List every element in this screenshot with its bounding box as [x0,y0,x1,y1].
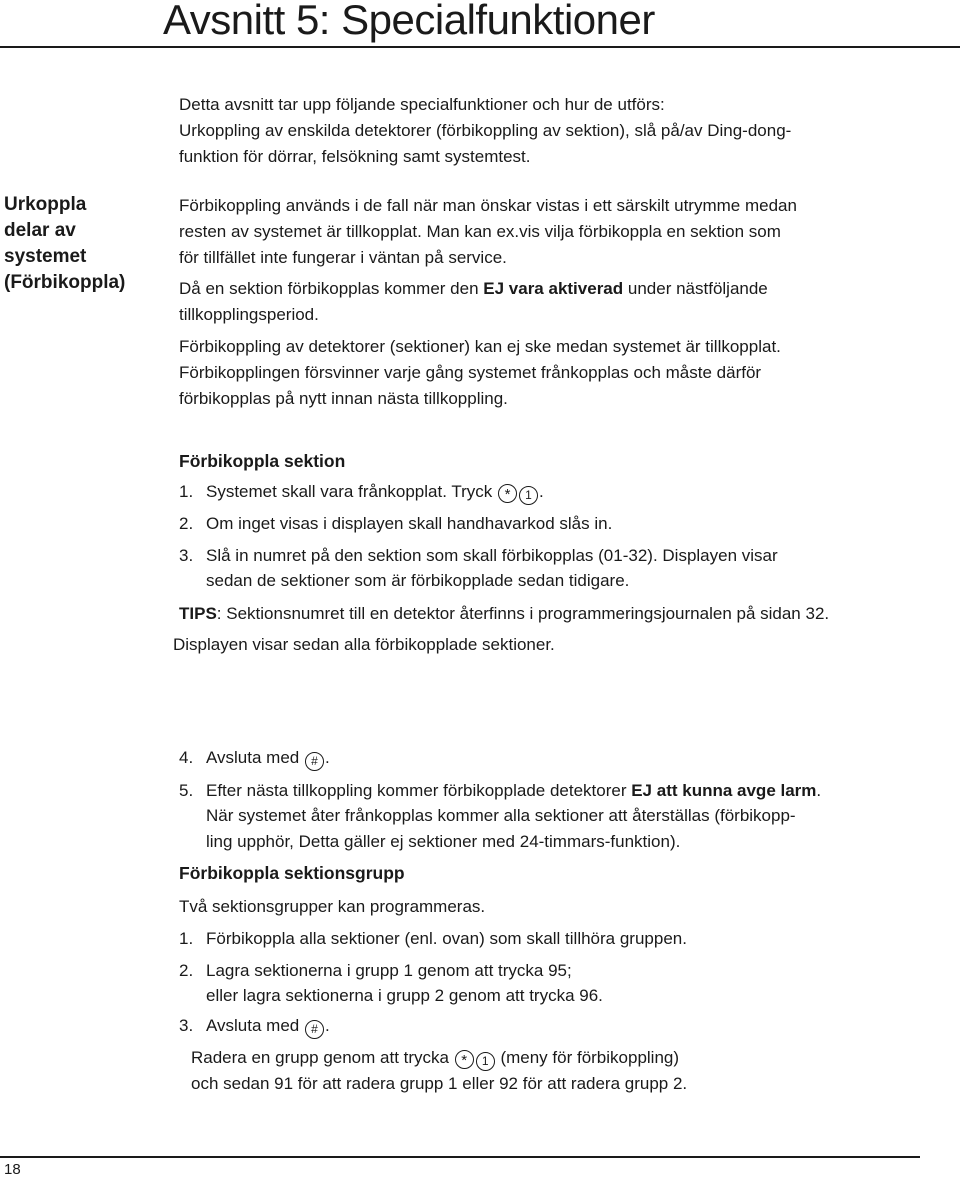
section1-p3-line-3: förbikopplas på nytt innan nästa tillkoppling. [179,389,508,408]
hash-key-icon: # [305,1020,324,1039]
bypass-step-5-line-3: ling upphör, Detta gäller ej sektioner med 24-timmars-funktion). [206,832,681,851]
sidebar-line: delar av [4,220,76,241]
step-number: 2. [179,514,194,533]
star-key-icon: * [455,1050,474,1069]
section1-p3-line-1: Förbikoppling av detektorer (sektioner) kan ej ske medan systemet är tillkopplat. [179,337,781,356]
bypass-step-4 [179,745,330,771]
display-note: Displayen visar sedan alla förbikopplade sektioner. [173,635,555,654]
section1-p1-line-1: Förbikoppling används i de fall när man önskar vistas i ett särskilt utrymme medan [179,196,797,215]
bypass-section-heading: Förbikoppla sektion [179,451,346,471]
step-end: . [816,781,822,800]
star-key-icon: * [498,484,517,503]
section1-p2-line-2: tillkopplingsperiod. [179,305,319,324]
step-end: . [539,482,544,501]
tips-line [179,601,829,627]
clear-group-line-1 [191,1045,679,1071]
step-text: Om inget visas i displayen skall handhavarkod slås in. [206,514,613,533]
page-number: 18 [4,1161,21,1178]
step-number: 5. [179,781,194,800]
one-key-icon: 1 [519,486,538,505]
bypass-group-heading: Förbikoppla sektionsgrupp [179,863,405,883]
step-end: . [324,748,330,767]
bypass-step-3-line-2: sedan de sektioner som är förbikopplade sedan tidigare. [206,571,630,590]
step-number: 3. [179,546,194,565]
p2-text: under nästföljande [623,279,768,298]
step-text: Förbikoppla alla sektioner (enl. ovan) som skall tillhöra gruppen. [206,929,687,948]
intro-line-3: funktion för dörrar, felsökning samt systemtest. [179,147,531,166]
step-number: 2. [179,961,194,980]
step-number: 1. [179,482,194,501]
bypass-group-intro: Två sektionsgrupper kan programmeras. [179,897,486,916]
step-text: Slå in numret på den sektion som skall förbikopplas (01-32). Displayen visar [206,546,778,565]
sidebar-line: Urkoppla [4,194,87,215]
step-number: 3. [179,1016,194,1035]
section1-p3-line-2: Förbikopplingen försvinner varje gång systemet frånkopplas och måste därför [179,363,762,382]
clear-text: (meny för förbikoppling) [500,1048,680,1067]
step-number: 1. [179,929,194,948]
p2-emphasis: EJ vara aktiverad [483,279,624,298]
p2-text: Då en sektion förbikopplas kommer den [179,279,484,298]
bypass-step-1 [179,479,544,505]
tips-label: TIPS [179,604,217,623]
footer-rule [0,1156,920,1158]
step-text: Avsluta med [206,1016,300,1035]
bypass-step-5-line-2: När systemet åter frånkopplas kommer alla sektioner att återställas (förbikopp- [206,806,796,825]
title-rule [0,46,960,48]
clear-group-line-2: och sedan 91 för att radera grupp 1 eller 92 för att radera grupp 2. [191,1074,688,1093]
bypass-step-3 [179,543,778,569]
group-step-3 [179,1013,330,1039]
sidebar-line: (Förbikoppla) [4,272,126,293]
step-text: Efter nästa tillkoppling kommer förbikopplade detektorer [206,781,632,800]
bypass-step-5 [179,778,821,804]
sidebar-heading [4,192,125,296]
step-text: Lagra sektionerna i grupp 1 genom att trycka 95; [206,961,572,980]
clear-text: Radera en grupp genom att trycka [191,1048,449,1067]
step-end: . [324,1016,330,1035]
page-title: Avsnitt 5: Specialfunktioner [163,0,655,43]
step-text: Systemet skall vara frånkopplat. Tryck [206,482,493,501]
section1-p1-line-3: för tillfället inte fungerar i väntan på service. [179,248,507,267]
group-step-1 [179,926,687,952]
step-number: 4. [179,748,194,767]
bypass-step-2 [179,511,612,537]
intro-line-1: Detta avsnitt tar upp följande specialfunktioner och hur de utförs: [179,95,665,114]
step-emphasis: EJ att kunna avge larm [631,781,817,800]
group-step-2-line-2: eller lagra sektionerna i grupp 2 genom att trycka 96. [206,986,603,1005]
intro-line-2: Urkoppling av enskilda detektorer (förbikoppling av sektion), slå på/av Ding-dong- [179,121,792,140]
tips-text: : Sektionsnumret till en detektor återfinns i programmeringsjournalen på sidan 32. [216,604,830,623]
hash-key-icon: # [305,752,324,771]
group-step-2 [179,958,572,984]
one-key-icon: 1 [476,1052,495,1071]
step-text: Avsluta med [206,748,300,767]
section1-p1-line-2: resten av systemet är tillkopplat. Man kan ex.vis vilja förbikoppla en sektion som [179,222,781,241]
sidebar-line: systemet [4,246,87,267]
section1-p2-line-1 [179,276,768,302]
